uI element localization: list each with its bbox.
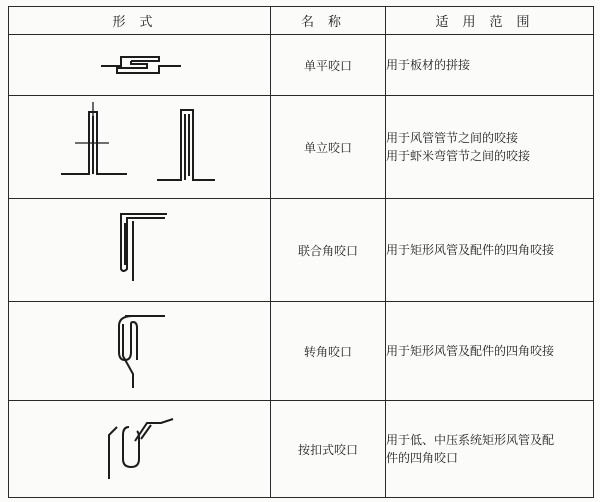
table-row <box>9 302 594 401</box>
seam-name: 按扣式咬口 <box>271 401 386 498</box>
single-flat-seam-diagram <box>9 35 271 96</box>
seam-name: 单平咬口 <box>271 35 386 96</box>
header-row <box>9 7 594 35</box>
seam-use-line: 件的四角咬口 <box>386 451 459 465</box>
snap-lock-seam-diagram <box>9 401 271 498</box>
header-form: 形式 <box>9 7 271 35</box>
seam-use-line: 用于矩形风管及配件的四角咬接 <box>386 243 555 257</box>
seam-types-table <box>8 6 594 498</box>
seam-use <box>386 401 594 498</box>
single-standing-seam-diagram <box>9 96 271 199</box>
table-row <box>9 401 594 498</box>
combined-corner-seam-drawing <box>9 199 271 301</box>
seam-use <box>386 35 594 96</box>
seam-use-line: 用于板材的拼接 <box>386 58 471 72</box>
seam-name: 联合角咬口 <box>271 199 386 302</box>
seam-use <box>386 302 594 401</box>
header-use: 适用范围 <box>386 7 594 35</box>
single-flat-seam-drawing <box>9 35 271 95</box>
corner-seam-diagram <box>9 302 271 401</box>
table-row <box>9 199 594 302</box>
single-standing-seam-drawing <box>9 96 271 198</box>
seam-use <box>386 96 594 199</box>
seam-use-line: 用于虾米弯管节之间的咬接 <box>386 149 531 163</box>
seam-use <box>386 199 594 302</box>
corner-seam-drawing <box>9 302 271 400</box>
snap-lock-seam-drawing <box>9 401 271 497</box>
seam-use-line: 用于矩形风管及配件的四角咬接 <box>386 344 555 358</box>
table-row <box>9 96 594 199</box>
combined-corner-seam-diagram <box>9 199 271 302</box>
seam-name: 转角咬口 <box>271 302 386 401</box>
seam-name: 单立咬口 <box>271 96 386 199</box>
table-row <box>9 35 594 96</box>
seam-use-line: 用于风管管节之间的咬接 <box>386 131 519 145</box>
seam-use-line: 用于低、中压系统矩形风管及配 <box>386 433 555 447</box>
header-name: 名称 <box>271 7 386 35</box>
